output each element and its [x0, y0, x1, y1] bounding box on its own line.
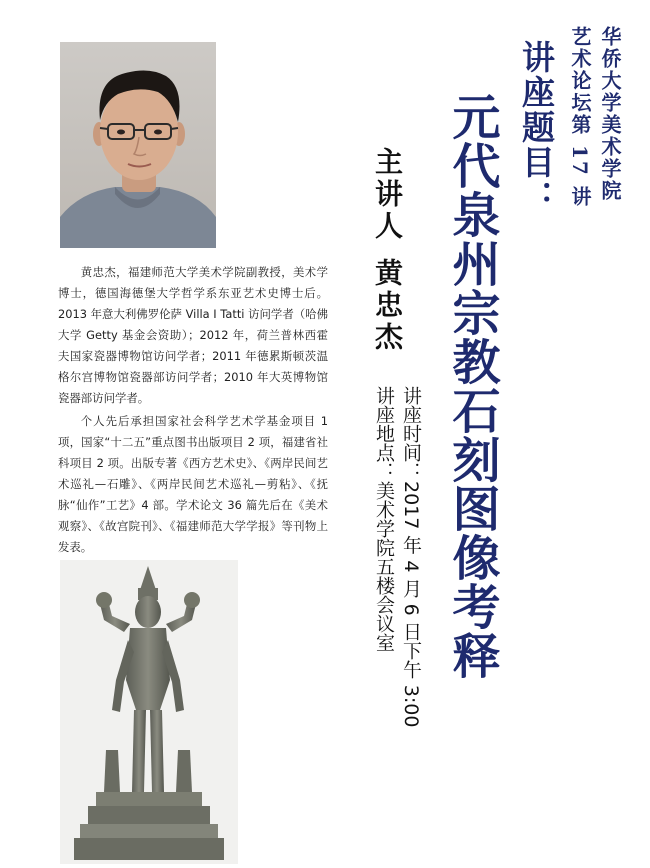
- speaker-label: 主讲人: [371, 147, 404, 243]
- lecture-title: 元代泉州宗教石刻图像考释: [444, 92, 500, 680]
- lecture-place: 讲座地点：美术学院五楼会议室: [373, 386, 395, 652]
- topic-label: 讲座题目：: [517, 40, 556, 215]
- speaker-bio: [58, 262, 328, 560]
- lecture-time: 讲座时间：2017 年 4 月 6 日下午 3:00: [400, 386, 422, 728]
- speaker-photo: [60, 42, 216, 248]
- statue-illustration: [60, 560, 238, 864]
- speaker-name: 黄忠杰: [371, 258, 404, 354]
- stone-statue-image: [60, 560, 238, 864]
- forum-series: 艺术论坛第 17 讲: [568, 26, 592, 208]
- bio-paragraph: 黄忠杰，福建师范大学美术学院副教授，美术学博士，德国海德堡大学哲学系东亚艺术史博士后。2013 年意大利佛罗伦萨 Villa I Tatti 访问学者（哈佛大学 Getty 基金会资助）；2012 年，荷兰普林西霍夫国家瓷器博物馆访问学者；2011 年德累斯顿茨温格尔宫博物馆瓷器部访问学者；2010 年大英博物馆瓷器部访问学者。: [58, 265, 328, 405]
- institution-name: 华侨大学美术学院: [598, 26, 622, 202]
- bio-paragraph: 个人先后承担国家社会科学艺术学基金项目 1 项，国家“十二五”重点图书出版项目 2 项，福建省社科项目 2 项。出版专著《西方艺术史》、《两岸民间艺术巡礼—石雕》、《两岸民间艺术巡礼—剪粘》、《抚脉“仙作”工艺》4 部。学术论文 36 篇先后在《美术观察》、《故宫院刊》、《福建师范大学学报》等刊物上发表。: [58, 414, 328, 554]
- speaker-portrait-illustration: [60, 42, 216, 248]
